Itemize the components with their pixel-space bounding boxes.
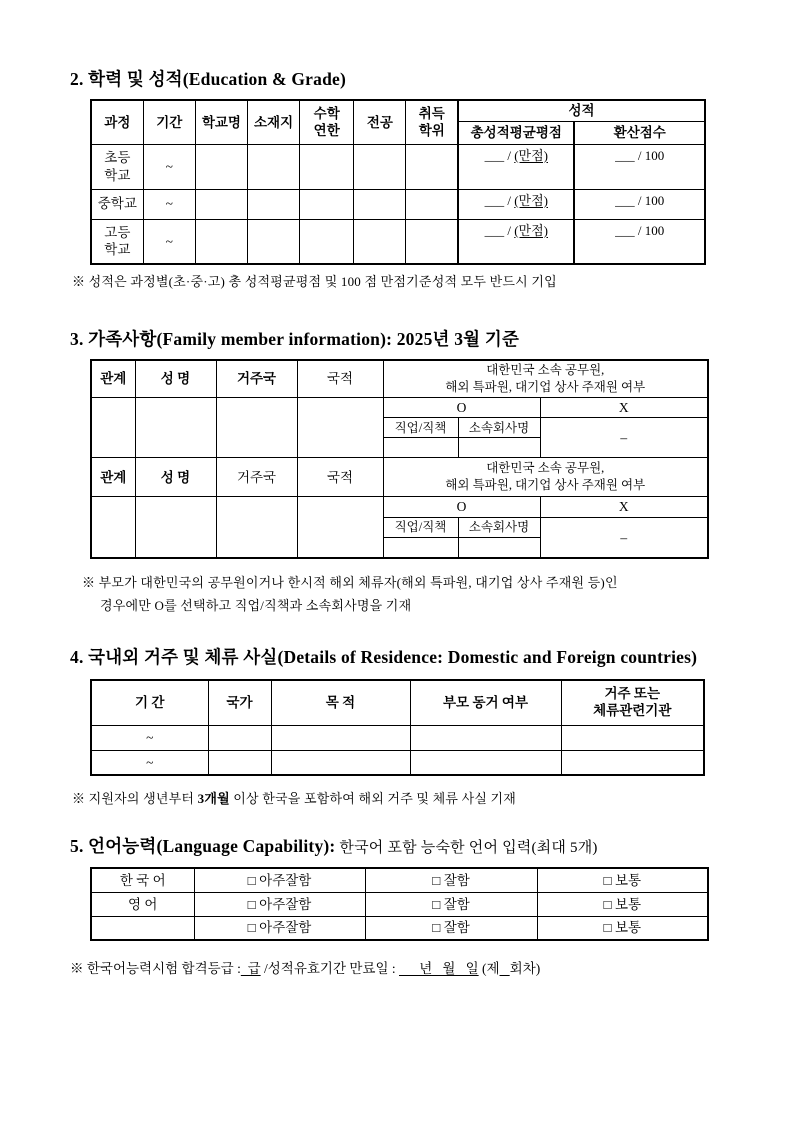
family-relation-cell [91,397,135,458]
edu-input-cell [300,144,354,189]
edu-header-grade-group: 성적 [458,100,705,121]
residence-header-country: 국가 [208,680,271,725]
round-blank [500,961,510,976]
edu-input-cell [247,189,299,219]
residence-input-cell [271,725,410,750]
residence-period-cell: ~ [91,750,208,775]
text-line: 연한 [313,123,340,139]
edu-input-cell [354,219,406,264]
edu-header-years [300,100,354,144]
conv-max-label: 100 [644,222,665,238]
conv-max-label: 100 [644,147,665,163]
edu-header-degree [406,100,458,144]
blank-line: ___ [484,222,505,238]
family-job-cell [383,537,458,558]
edu-input-cell [300,189,354,219]
edu-input-cell [247,144,299,189]
family-company-label: 소속회사명 [458,517,540,537]
residence-table [90,679,705,776]
section2-heading: 2. 학력 및 성적(Education & Grade) [70,69,347,89]
family-nationality-cell [297,497,383,559]
residence-note [72,788,723,807]
text-line: / [637,147,642,163]
language-option-good: □ 잘함 [365,916,537,940]
section5-heading [70,833,723,858]
family-name-cell [135,397,216,458]
gpa-max-label: (만점) [514,222,548,238]
family-status-no: X [540,497,708,518]
edu-converted-cell [574,219,705,264]
text-line: 학교 [104,167,131,183]
gpa-max-label: (만점) [514,147,548,163]
text-line: 고등 [104,224,131,240]
edu-gpa-cell [458,219,574,264]
text-line: 해외 특파원, 대기업 상사 주재원 여부 [445,379,646,394]
residence-input-cell [561,750,704,775]
language-name-cell [91,916,194,940]
text-line: /성적유효기간 만료일 : [260,961,399,977]
text-line: 체류관련기관 [593,703,672,719]
family-company-cell [458,537,540,558]
edu-input-cell [354,189,406,219]
residence-input-cell [208,750,271,775]
edu-input-cell [406,219,458,264]
family-header-nationality: 국적 [297,458,383,497]
edu-header-school: 학교명 [195,100,247,144]
text-line: 회차) [509,961,541,977]
edu-input-cell [195,219,247,264]
text-line: 해외 특파원, 대기업 상사 주재원 여부 [445,478,646,493]
edu-gpa-cell [458,189,574,219]
edu-period-cell: ~ [143,189,195,219]
edu-converted-cell [574,189,705,219]
language-option-fair: □ 보통 [537,916,708,940]
family-table [90,359,709,559]
family-job-label: 직업/직책 [383,418,458,438]
section4-heading: 4. 국내외 거주 및 체류 사실(Details of Residence: Domestic and Foreign countries) [70,647,698,668]
family-header-residence: 거주국 [216,458,297,497]
language-option-good: □ 잘함 [365,868,537,892]
language-name-cell: 한 국 어 [91,868,194,892]
language-option-verygood: □ 아주잘함 [194,916,365,940]
family-no-dash: – [540,418,708,458]
gpa-max-label: (만점) [514,192,548,208]
date-blank: 년 월 일 [399,961,479,977]
text-line: 대한민국 소속 공무원, [486,461,605,476]
text-line: / [637,192,642,208]
residence-header-with-parents: 부모 동거 여부 [410,680,561,725]
family-header-relation: 관계 [91,458,135,497]
edu-converted-cell [574,144,705,189]
text-line: / [507,147,511,163]
language-table [90,867,709,941]
blank-line: ___ [615,192,635,208]
residence-input-cell [561,725,704,750]
family-residence-cell [216,497,297,559]
family-company-cell [458,438,540,458]
family-header-relation: 관계 [91,360,135,397]
family-no-dash: – [540,517,708,558]
edu-header-major: 전공 [354,100,406,144]
language-option-good: □ 잘함 [365,892,537,916]
family-header-residence: 거주국 [216,360,297,397]
family-note-line2: 경우에만 O를 선택하고 직업/직책과 소속회사명을 기재 [100,598,412,614]
edu-gpa-cell [458,144,574,189]
edu-header-location: 소재지 [247,100,299,144]
text-line: / [507,192,511,208]
section3-heading: 3. 가족사항(Family member information): 2025년 3월 기준 [70,329,520,350]
language-test-note [70,957,723,977]
text-line: 학위 [418,123,445,139]
edu-input-cell [195,189,247,219]
edu-header-gpa: 총성적평균평점 [458,121,574,144]
edu-header-converted: 환산점수 [574,121,705,144]
text-line: (제 [478,961,500,977]
blank-line: ___ [484,192,505,208]
family-nationality-cell [297,397,383,458]
conv-max-label: 100 [644,192,665,208]
family-residence-cell [216,397,297,458]
text-line: ※ 한국어능력시험 합격등급 : [70,961,241,977]
family-job-cell [383,438,458,458]
edu-header-period: 기간 [143,100,195,144]
text-line: 학교 [104,242,131,258]
family-relation-cell [91,497,135,559]
blank-line: ___ [484,147,505,163]
education-table [90,99,706,265]
family-note-line1: ※ 부모가 대한민국의 공무원이거나 한시적 해외 체류자(해외 특파원, 대기업 상사 주재원 등)인 [82,575,618,591]
residence-note-bold: 3개월 [197,791,230,807]
edu-period-cell: ~ [143,144,195,189]
residence-input-cell [410,750,561,775]
language-name-cell: 영 어 [91,892,194,916]
text-line: / [637,222,642,238]
section5-heading-rest: 한국어 포함 능숙한 언어 입력(최대 5개) [335,840,598,857]
family-header-name: 성 명 [135,458,216,497]
edu-process-high [91,219,143,264]
edu-input-cell [406,189,458,219]
text-line: 대한민국 소속 공무원, [486,363,605,378]
language-option-verygood: □ 아주잘함 [194,892,365,916]
residence-period-cell: ~ [91,725,208,750]
blank-line: ___ [615,147,635,163]
edu-period-cell: ~ [143,219,195,264]
family-status-no: X [540,397,708,418]
language-option-verygood: □ 아주잘함 [194,868,365,892]
text-line: 이상 한국을 포함하여 해외 거주 및 체류 사실 기재 [229,791,517,807]
grade-blank: 급 [240,961,261,977]
edu-header-process: 과정 [91,100,143,144]
text-line: 거주 또는 [604,686,661,702]
family-header-status [383,458,708,497]
family-header-status [383,360,708,397]
residence-header-org [561,680,704,725]
family-company-label: 소속회사명 [458,418,540,438]
family-header-nationality: 국적 [297,360,383,397]
edu-input-cell [406,144,458,189]
edu-input-cell [247,219,299,264]
residence-header-purpose: 목 적 [271,680,410,725]
text-line: 취득 [418,105,445,121]
residence-input-cell [271,750,410,775]
edu-input-cell [300,219,354,264]
residence-input-cell [410,725,561,750]
language-option-fair: □ 보통 [537,892,708,916]
edu-input-cell [354,144,406,189]
education-note: ※ 성적은 과정별(초·중·고) 총 성적평균평점 및 100 점 만점기준성적 모두 반드시 기입 [72,274,557,290]
section5-heading-bold: 5. 언어능력(Language Capability): [70,836,336,857]
text-line: ※ 지원자의 생년부터 [72,791,198,807]
family-name-cell [135,497,216,559]
edu-input-cell [195,144,247,189]
family-header-name: 성 명 [135,360,216,397]
residence-header-period: 기 간 [91,680,208,725]
text-line: / [507,222,511,238]
family-job-label: 직업/직책 [383,517,458,537]
text-line: 초등 [104,150,131,165]
text-line: 수학 [313,105,340,121]
edu-process-middle: 중학교 [91,189,143,219]
family-status-yes: O [383,497,540,518]
blank-line: ___ [615,222,635,238]
edu-process-elementary [91,144,143,189]
language-option-fair: □ 보통 [537,868,708,892]
family-status-yes: O [383,397,540,418]
residence-input-cell [208,725,271,750]
